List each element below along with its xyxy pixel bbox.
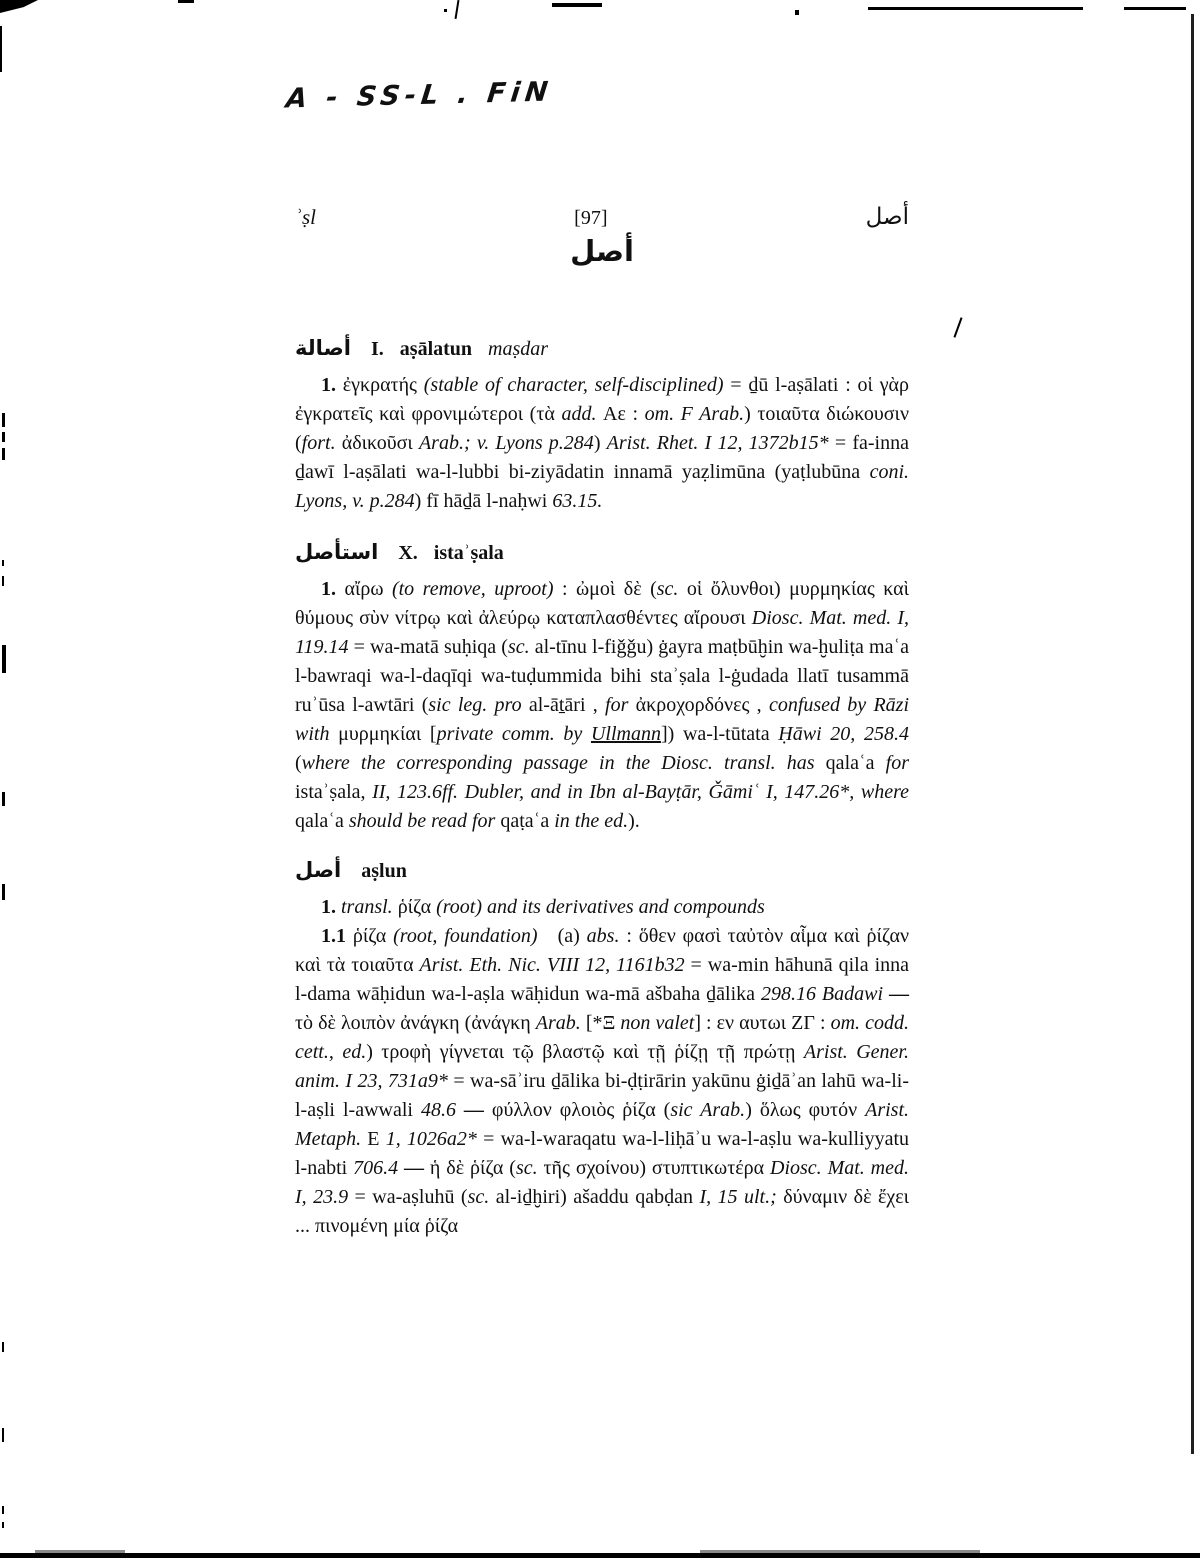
running-header	[295, 204, 909, 230]
header-arabic-lemma: أصل	[865, 204, 909, 230]
scan-artifact	[2, 1342, 4, 1352]
scan-artifact	[2, 1522, 4, 1528]
scan-artifact	[178, 0, 194, 3]
entry-paragraph: 1. αἴρω (to remove, uproot) : ὠμοὶ δὲ (sc. οἱ ὄλυνθοι) μυρμηκίας καὶ θύμους σὺν νίτρῳ καὶ ἀλεύρῳ καταπλασθέντες αἴρουσι Diosc. Mat. med. I, 119.14 = wa-matā suḥiqa (sc. al-tīnu l-fiǧǧu) ġayra maṭbūḫin wa-ḫuliṭa maʿa l-bawraqi wa-l-daqīqi wa-tuḍummida bihi staʾṣala l-ġudada llatī tusammā ruʾūsa l-awtāri (sic leg. pro al-āṯāri , for ἀκροχορδόνες , confused by Rāzi with μυρμηκίαι [private comm. by Ullmann]) wa-l-tūtata Ḥāwi 20, 258.4 (where the corresponding passage in the Diosc. transl. has qalaʿa for istaʾṣala, II, 123.6ff. Dubler, and in Ibn al-Bayṭār, Ǧāmiʿ I, 147.26*, where qalaʿa should be read for qaṭaʿa in the ed.).	[295, 578, 910, 832]
scan-artifact	[2, 448, 5, 460]
scan-artifact	[0, 1553, 1200, 1558]
section-numeral: I.	[371, 338, 384, 360]
scan-artifact	[1124, 7, 1186, 10]
section-lemma: istaʾṣala	[433, 542, 504, 564]
page-number: [97]	[574, 207, 608, 229]
section-arabic-word: استأصل	[295, 540, 379, 564]
section-numeral: X.	[398, 542, 418, 564]
scan-artifact	[2, 792, 5, 806]
handwritten-annotation: A - SS-L . FiN	[284, 76, 555, 115]
scan-artifact	[2, 645, 6, 673]
scan-artifact	[0, 0, 38, 13]
section-heading-I	[295, 336, 909, 361]
section-gloss: maṣdar	[488, 338, 549, 360]
section-arabic-word: أصل	[295, 858, 342, 882]
scan-artifact	[700, 1550, 980, 1553]
section-heading-aslun	[295, 858, 909, 883]
header-translit-lemma: ʾṣl	[295, 205, 316, 229]
scan-artifact	[0, 26, 2, 72]
section-heading-X	[295, 540, 909, 565]
scan-artifact	[2, 432, 5, 442]
section-arabic-word: أصالة	[295, 336, 351, 360]
entry-paragraph: 1. transl. ῥίζα (root) and its derivatives and compounds	[321, 896, 765, 918]
scan-artifact	[2, 413, 5, 427]
section-lemma: aṣālatun	[399, 338, 473, 360]
scan-artifact	[2, 576, 4, 586]
scan-artifact	[1191, 14, 1194, 1454]
scan-artifact	[35, 1550, 125, 1553]
section-lemma: aṣlun	[361, 860, 407, 882]
entry-paragraph: 1.1 ῥίζα (root, foundation) (a) abs. : ὅθεν φασὶ ταὐτὸν αἷμα καὶ ῥίζαν καὶ τὰ τοιαῦτα Arist. Eth. Nic. VIII 12, 1161b32 = wa-min hāhunā qila inna l-dama wāḥidun wa-l-aṣla wāḥidun wa-mā ašbaha ḏālika 298.16 Badawi — τὸ δὲ λοιπὸν ἀνάγκη (ἀνάγκη Arab. [*Ξ non valet] : εν αυτωι ΖΓ : om. codd. cett., ed.) τροφὴ γίγνεται τῷ βλαστῷ καὶ τῇ ῥίζῃ τῇ πρώτῃ Arist. Gener. anim. I 23, 731a9* = wa-sāʾiru ḏālika bi-ḍṭirārin yakūnu ġiḏāʾan lahū wa-li-l-aṣli l-awwali 48.6 — φύλλον φλοιὸς ῥίζα (sic Arab.) ὅλως φυτόν Arist. Metaph. Ε 1, 1026a2* = wa-l-waraqatu wa-l-liḥāʾu wa-l-aṣlu wa-kulliyyatu l-nabti 706.4 — ἡ δὲ ῥίζα (sc. τῆς σχοίνου) στυπτικωτέρα Diosc. Mat. med. I, 23.9 = wa-aṣluhū (sc. al-iḏḫiri) ašaddu qabḍan I, 15 ult.; δύναμιν δὲ ἔχει ... πινομένη μία ῥίζα	[295, 925, 910, 1237]
scan-artifact	[2, 1506, 4, 1514]
entry-title-arabic: أصل	[570, 234, 634, 268]
page-content	[295, 0, 909, 1241]
scan-artifact	[2, 884, 5, 900]
entry-paragraph: 1. ἐγκρατής (stable of character, self-disciplined) = ḏū l-aṣālati : οἱ γὰρ ἐγκρατεῖς καὶ φρονιμώτεροι (τὰ add. Αε : om. F Arab.) τοιαῦτα διώκουσιν (fort. ἀδικοῦσι Arab.; v. Lyons p.284) Arist. Rhet. I 12, 1372b15* = fa-inna ḏawī l-aṣālati wa-l-lubbi bi-ziyādatin innamā yaẓlimūna (yaṭlubūna coni. Lyons, v. p.284) fī hāḏā l-naḥwi 63.15.	[295, 374, 909, 512]
scan-artifact	[2, 560, 4, 566]
scan-artifact	[953, 317, 962, 337]
scan-artifact	[2, 1428, 4, 1442]
